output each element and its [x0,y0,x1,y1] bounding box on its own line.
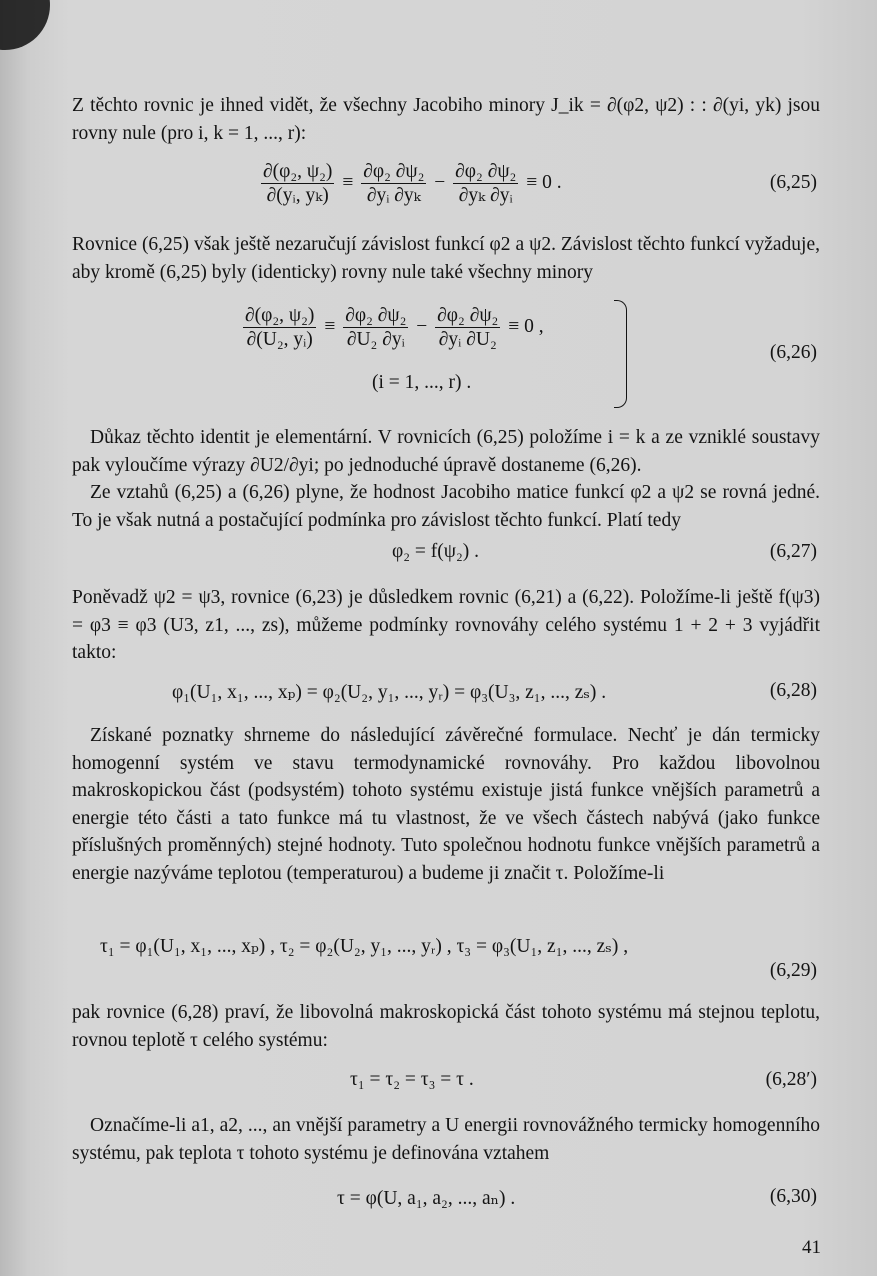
equation-number-6-28: (6,28) [769,680,817,701]
equation-6-26-condition: (i = 1, ..., r) . [372,372,472,393]
equation-6-26 [240,304,544,351]
scan-shadow [0,0,50,50]
equation-6-30: τ = φ(U, a₁, a₂, ..., aₙ) . [337,1188,516,1209]
equation-number-6-28-prime: (6,28′) [765,1069,817,1090]
equation-6-27: φ₂ = f(ψ₂) . [392,541,480,562]
eq626-rhs: ≡ 0 , [508,315,544,337]
eq625-rhs: ≡ 0 . [526,171,562,193]
eq626-term1: $\frac{\text{∂φ₂ ∂ψ₂}}{\text{∂U₂ ∂yᵢ}}$ [345,305,407,350]
eq625-lhs: $\frac{\text{∂(φ₂, ψ₂)}}{\text{∂(yᵢ, yₖ)}}$ [263,161,333,206]
eq626-op1: ≡ [324,315,336,337]
equation-number-6-26: (6,26) [769,342,817,363]
eq625-term1: $\frac{\text{∂φ₂ ∂ψ₂}}{\text{∂yᵢ ∂yₖ}}$ [363,161,425,206]
equation-number-6-25: (6,25) [769,172,817,193]
equation-brace [614,300,627,408]
paragraph-oznacime: Označíme-li a1, a2, ..., an vnější parametry a U energii rovnovážného termicky homogenního systému, pak teplota τ tohoto systému je definována vztahem [72,1115,820,1164]
equation-6-25 [258,160,562,207]
equation-number-6-27: (6,27) [769,541,817,562]
paragraph-rovnice: Rovnice (6,25) však ještě nezaručují závislost funkcí φ2 a ψ2. Závislost těchto funkcí vyžaduje, aby kromě (6,25) byly (identicky) rovny nule také všechny minory [72,234,820,283]
paragraph-pak: pak rovnice (6,28) praví, že libovolná makroskopická část tohoto systému má stejnou teplotu, rovnou teplotě τ celého systému: [72,1002,820,1051]
eq626-op2: − [416,315,428,337]
equation-6-28-prime: τ₁ = τ₂ = τ₃ = τ . [350,1069,474,1090]
eq625-op2: − [434,171,446,193]
equation-number-6-29: (6,29) [769,960,817,981]
paragraph-ziskane: Získané poznatky shrneme do následující závěrečné formulace. Nechť je dán termicky homogenní systém ve stavu termodynamické rovnováhy. Pro každou libovolnou makroskopickou část (podsystém) tohoto systému existuje jistá funkce vnějších parametrů a energie této části a tato funkce má tu vlastnost, že ve všech částech nabývá (jako funkce příslušných proměnných) stejné hodnoty. Tuto společnou hodnotu funkce vnějších parametrů a energie nazýváme teplotou (temperaturou) a budeme ji značit τ. Položíme-li [72,725,820,884]
equation-number-6-30: (6,30) [769,1186,817,1207]
eq626-lhs: $\frac{\text{∂(φ₂, ψ₂)}}{\text{∂(U₂, yᵢ)}}$ [245,305,315,350]
eq625-term2: $\frac{\text{∂φ₂ ∂ψ₂}}{\text{∂yₖ ∂yᵢ}}$ [455,161,517,206]
page-number: 41 [802,1237,821,1258]
paragraph-intro: Z těchto rovnic je ihned vidět, že všechny Jacobiho minory J_ik = ∂(φ2, ψ2) : : ∂(yi, yk) jsou rovny nule (pro i, k = 1, ..., r): [72,95,820,144]
paragraph-dukaz: Důkaz těchto identit je elementární. V rovnicích (6,25) položíme i = k a ze vzniklé soustavy pak vyloučíme výrazy ∂U2/∂yi; po jednoduché úpravě dostaneme (6,26). Ze vztahů (6,25) a (6,26) plyne, že hodnost Jacobiho matice funkcí φ2 a ψ2 se rovná jedné. To je však nutná a postačující podmínka pro závislost těchto funkcí. Platí tedy [72,427,820,531]
equation-6-29: τ₁ = φ₁(U₁, x₁, ..., xₚ) , τ₂ = φ₂(U₂, y₁, ..., yᵣ) , τ₃ = φ₃(U₁, z₁, ..., zₛ) , [100,936,629,957]
paragraph-ponevadz: Poněvadž ψ2 = ψ3, rovnice (6,23) je důsledkem rovnic (6,21) a (6,22). Položíme-li ještě f(ψ3) = φ3 ≡ φ3 (U3, z1, ..., zs), můžeme podmínky rovnováhy celého systému 1 + 2 + 3 vyjádřit takto: [72,587,820,663]
eq625-op1: ≡ [342,171,354,193]
eq626-term2: $\frac{\text{∂φ₂ ∂ψ₂}}{\text{∂yᵢ ∂U₂}}$ [437,305,499,350]
equation-6-28: φ₁(U₁, x₁, ..., xₚ) = φ₂(U₂, y₁, ..., yᵣ) = φ₃(U₃, z₁, ..., zₛ) . [172,682,607,703]
